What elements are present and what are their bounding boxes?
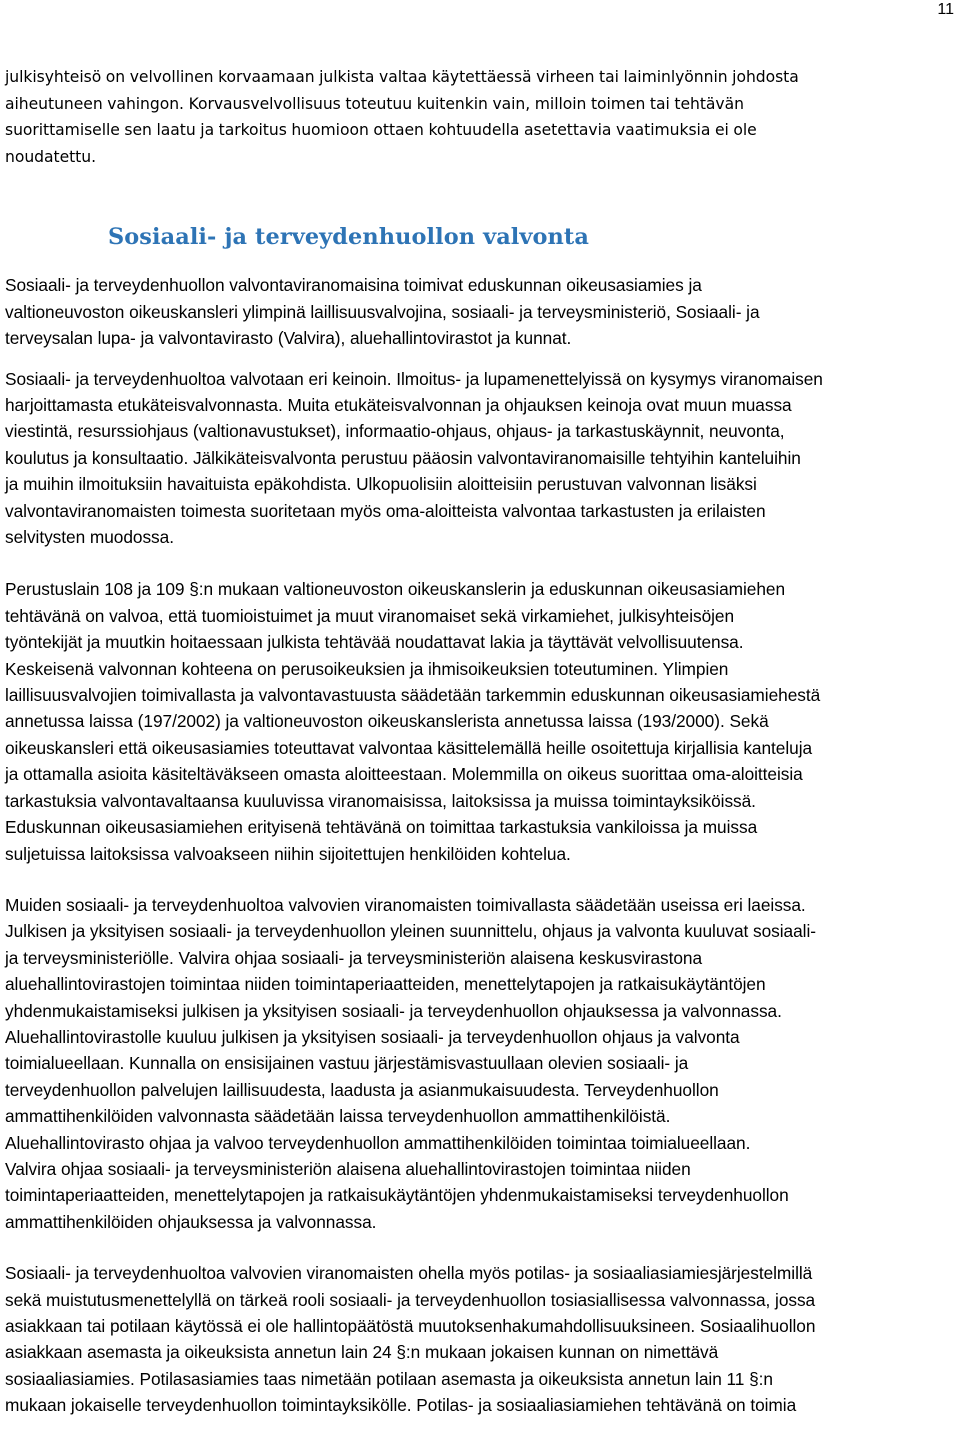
paragraph-5 xyxy=(5,1260,957,1418)
text-line: julkisyhteisö on velvollinen korvaamaan julkista valtaa käytettäessä virheen tai laiminlyönnin johdosta xyxy=(5,68,799,86)
text-line: ja terveysministeriölle. Valvira ohjaa sosiaali- ja terveysministeriön alaisena keskusvirastona xyxy=(5,947,703,968)
text-line: Valvira ohjaa sosiaali- ja terveysministeriön alaisena aluehallintovirastojen toimintaa niiden xyxy=(5,1158,691,1179)
text-line: Eduskunnan oikeusasiamiehen erityisenä tehtävänä on toimittaa tarkastuksia vankiloissa ja muissa xyxy=(5,817,758,838)
text-line: tarkastuksia valvontavaltaansa kuuluvissa viranomaisissa, laitoksissa ja muissa toimintayksiköissä. xyxy=(5,790,756,811)
paragraph-2 xyxy=(5,366,957,551)
text-line: mukaan jokaiselle terveydenhuollon toimintayksikölle. Potilas- ja sosiaaliasiamiehen tehtävänä on toimia xyxy=(5,1395,797,1416)
section-heading: Sosiaali- ja terveydenhuollon valvonta xyxy=(108,224,589,251)
text-line: ammattihenkilöiden ohjauksessa ja valvonnassa. xyxy=(5,1211,377,1232)
paragraph-1 xyxy=(5,272,957,351)
text-line: Julkisen ja yksityisen sosiaali- ja terveydenhuollon yleinen suunnittelu, ohjaus ja valvonta kuuluvat sosiaali- xyxy=(5,921,816,942)
text-line: Perustuslain 108 ja 109 §:n mukaan valtioneuvoston oikeuskanslerin ja eduskunnan oikeusasiamiehen xyxy=(5,579,786,600)
text-line: Aluehallintovirastolle kuuluu julkisen ja yksityisen sosiaali- ja terveydenhuollon ohjaus ja valvonta xyxy=(5,1026,740,1047)
text-line: sosiaaliasiamies. Potilasasiamies taas nimetään potilaan asemasta ja oikeuksista annetun lain 11 §:n xyxy=(5,1368,773,1389)
text-line: suorittamiselle sen laatu ja tarkoitus huomioon ottaen kohtuudella asetettavia vaatimuksia ei ole xyxy=(5,121,757,140)
text-line: työntekijät ja muutkin hoitaessaan julkista tehtävää noudattavat lakia ja täyttävät velvollisuutensa. xyxy=(5,632,744,653)
intro-paragraph xyxy=(5,64,957,170)
paragraph-4 xyxy=(5,892,957,1235)
paragraph-3 xyxy=(5,576,957,866)
text-line: suljetuissa laitoksissa valvoakseen niihin sijoitettujen henkilöiden kohtelua. xyxy=(5,843,571,864)
text-line: viestintä, resurssiohjaus (valtionavustukset), informaatio-ohjaus, ohjaus- ja tarkastuskäynnit, neuvonta, xyxy=(5,421,785,442)
text-line: toimintaperiaatteiden, menettelytapojen ja ratkaisukäytäntöjen yhdenmukaistamiseksi terveydenhuollon xyxy=(5,1185,789,1206)
text-line: aluehallintovirastojen toimintaa niiden toimintaperiaatteiden, menettelytapojen ja ratkaisukäytäntöjen xyxy=(5,974,766,995)
text-line: selvitysten muodossa. xyxy=(5,527,174,548)
text-line: Sosiaali- ja terveydenhuoltoa valvovien viranomaisten ohella myös potilas- ja sosiaaliasiamiesjärjestelmillä xyxy=(5,1263,813,1284)
text-line: Keskeisenä valvonnan kohteena on perusoikeuksien ja ihmisoikeuksien toteutuminen. Ylimpien xyxy=(5,658,729,679)
text-line: annetussa laissa (197/2002) ja valtioneuvoston oikeuskanslerista annetussa laissa (193/2000). Sekä xyxy=(5,711,769,732)
text-line: asiakkaan asemasta ja oikeuksista annetun lain 24 §:n mukaan jokaisen kunnan on nimettävä xyxy=(5,1342,719,1363)
text-line: ja ottamalla asioita käsiteltäväkseen omasta aloitteestaan. Molemmilla on oikeus suorittaa oma-aloitteisia xyxy=(5,764,803,785)
text-line: noudatettu. xyxy=(5,147,96,166)
document-body xyxy=(5,64,957,1419)
text-line: terveysalan lupa- ja valvontavirasto (Valvira), aluehallintovirastot ja kunnat. xyxy=(5,328,572,349)
text-line: aiheutuneen vahingon. Korvausvelvollisuus toteutuu kuitenkin vain, milloin toimen tai tehtävän xyxy=(5,94,744,113)
text-line: Sosiaali- ja terveydenhuollon valvontaviranomaisina toimivat eduskunnan oikeusasiamies ja xyxy=(5,275,702,296)
text-line: toimialueellaan. Kunnalla on ensisijainen vastuu järjestämisvastuullaan olevien sosiaali- ja xyxy=(5,1053,689,1074)
text-line: harjoittamasta etukäteisvalvonnasta. Muita etukäteisvalvonnan ja ohjauksen keinoja ovat muun muassa xyxy=(5,395,792,415)
page-number: 11 xyxy=(937,1,954,18)
text-line: ammattihenkilöiden valvonnasta säädetään laissa terveydenhuollon ammattihenkilöistä. xyxy=(5,1106,671,1127)
text-line: Aluehallintovirasto ohjaa ja valvoo terveydenhuollon ammattihenkilöiden toimintaa toimialueellaan. xyxy=(5,1132,751,1153)
text-line: ja muihin ilmoituksiin havaituista epäkohdista. Ulkopuolisiin aloitteisiin perustuvan valvonnan lisäksi xyxy=(5,474,757,495)
text-line: terveydenhuollon palvelujen laillisuudesta, laadusta ja asianmukaisuudesta. Terveydenhuollon xyxy=(5,1079,719,1100)
text-line: tehtävänä on valvoa, että tuomioistuimet ja muut viranomaiset sekä virkamiehet, julkisyhteisöjen xyxy=(5,605,735,626)
text-line: asiakkaan tai potilaan käytössä ei ole hallintopäätöstä muutoksenhakumahdollisuuksineen. Sosiaalihuollon xyxy=(5,1316,816,1336)
text-line: koulutus ja konsultaatio. Jälkikäteisvalvonta perustuu pääosin valvontaviranomaisille tehtyihin kanteluihin xyxy=(5,447,801,468)
text-line: Muiden sosiaali- ja terveydenhuoltoa valvovien viranomaisten toimivallasta säädetään useissa eri laeissa. xyxy=(5,894,806,915)
text-line: sekä muistutusmenettelyllä on tärkeä rooli sosiaali- ja terveydenhuollon tosiasiallisessa valvonnassa, jossa xyxy=(5,1289,816,1310)
text-line: laillisuusvalvojien toimivallasta ja valvontavastuusta säädetään tarkemmin eduskunnan oikeusasiamiehestä xyxy=(5,685,821,706)
text-line: valtioneuvoston oikeuskansleri ylimpinä laillisuusvalvojina, sosiaali- ja terveysministeriö, Sosiaali- ja xyxy=(5,301,760,322)
text-line: yhdenmukaistamiseksi julkisen ja yksityisen sosiaali- ja terveydenhuollon ohjauksessa ja valvonnassa. xyxy=(5,1000,782,1021)
text-line: Sosiaali- ja terveydenhuoltoa valvotaan eri keinoin. Ilmoitus- ja lupamenettelyissä on kysymys viranomaisen xyxy=(5,368,823,389)
text-line: oikeuskansleri että oikeusasiamies toteuttavat valvontaa käsittelemällä heille osoitettuja kirjallisia kanteluja xyxy=(5,737,813,758)
text-line: valvontaviranomaisten toimesta suoritetaan myös oma-aloitteista valvontaa tarkastusten ja erilaisten xyxy=(5,500,766,521)
